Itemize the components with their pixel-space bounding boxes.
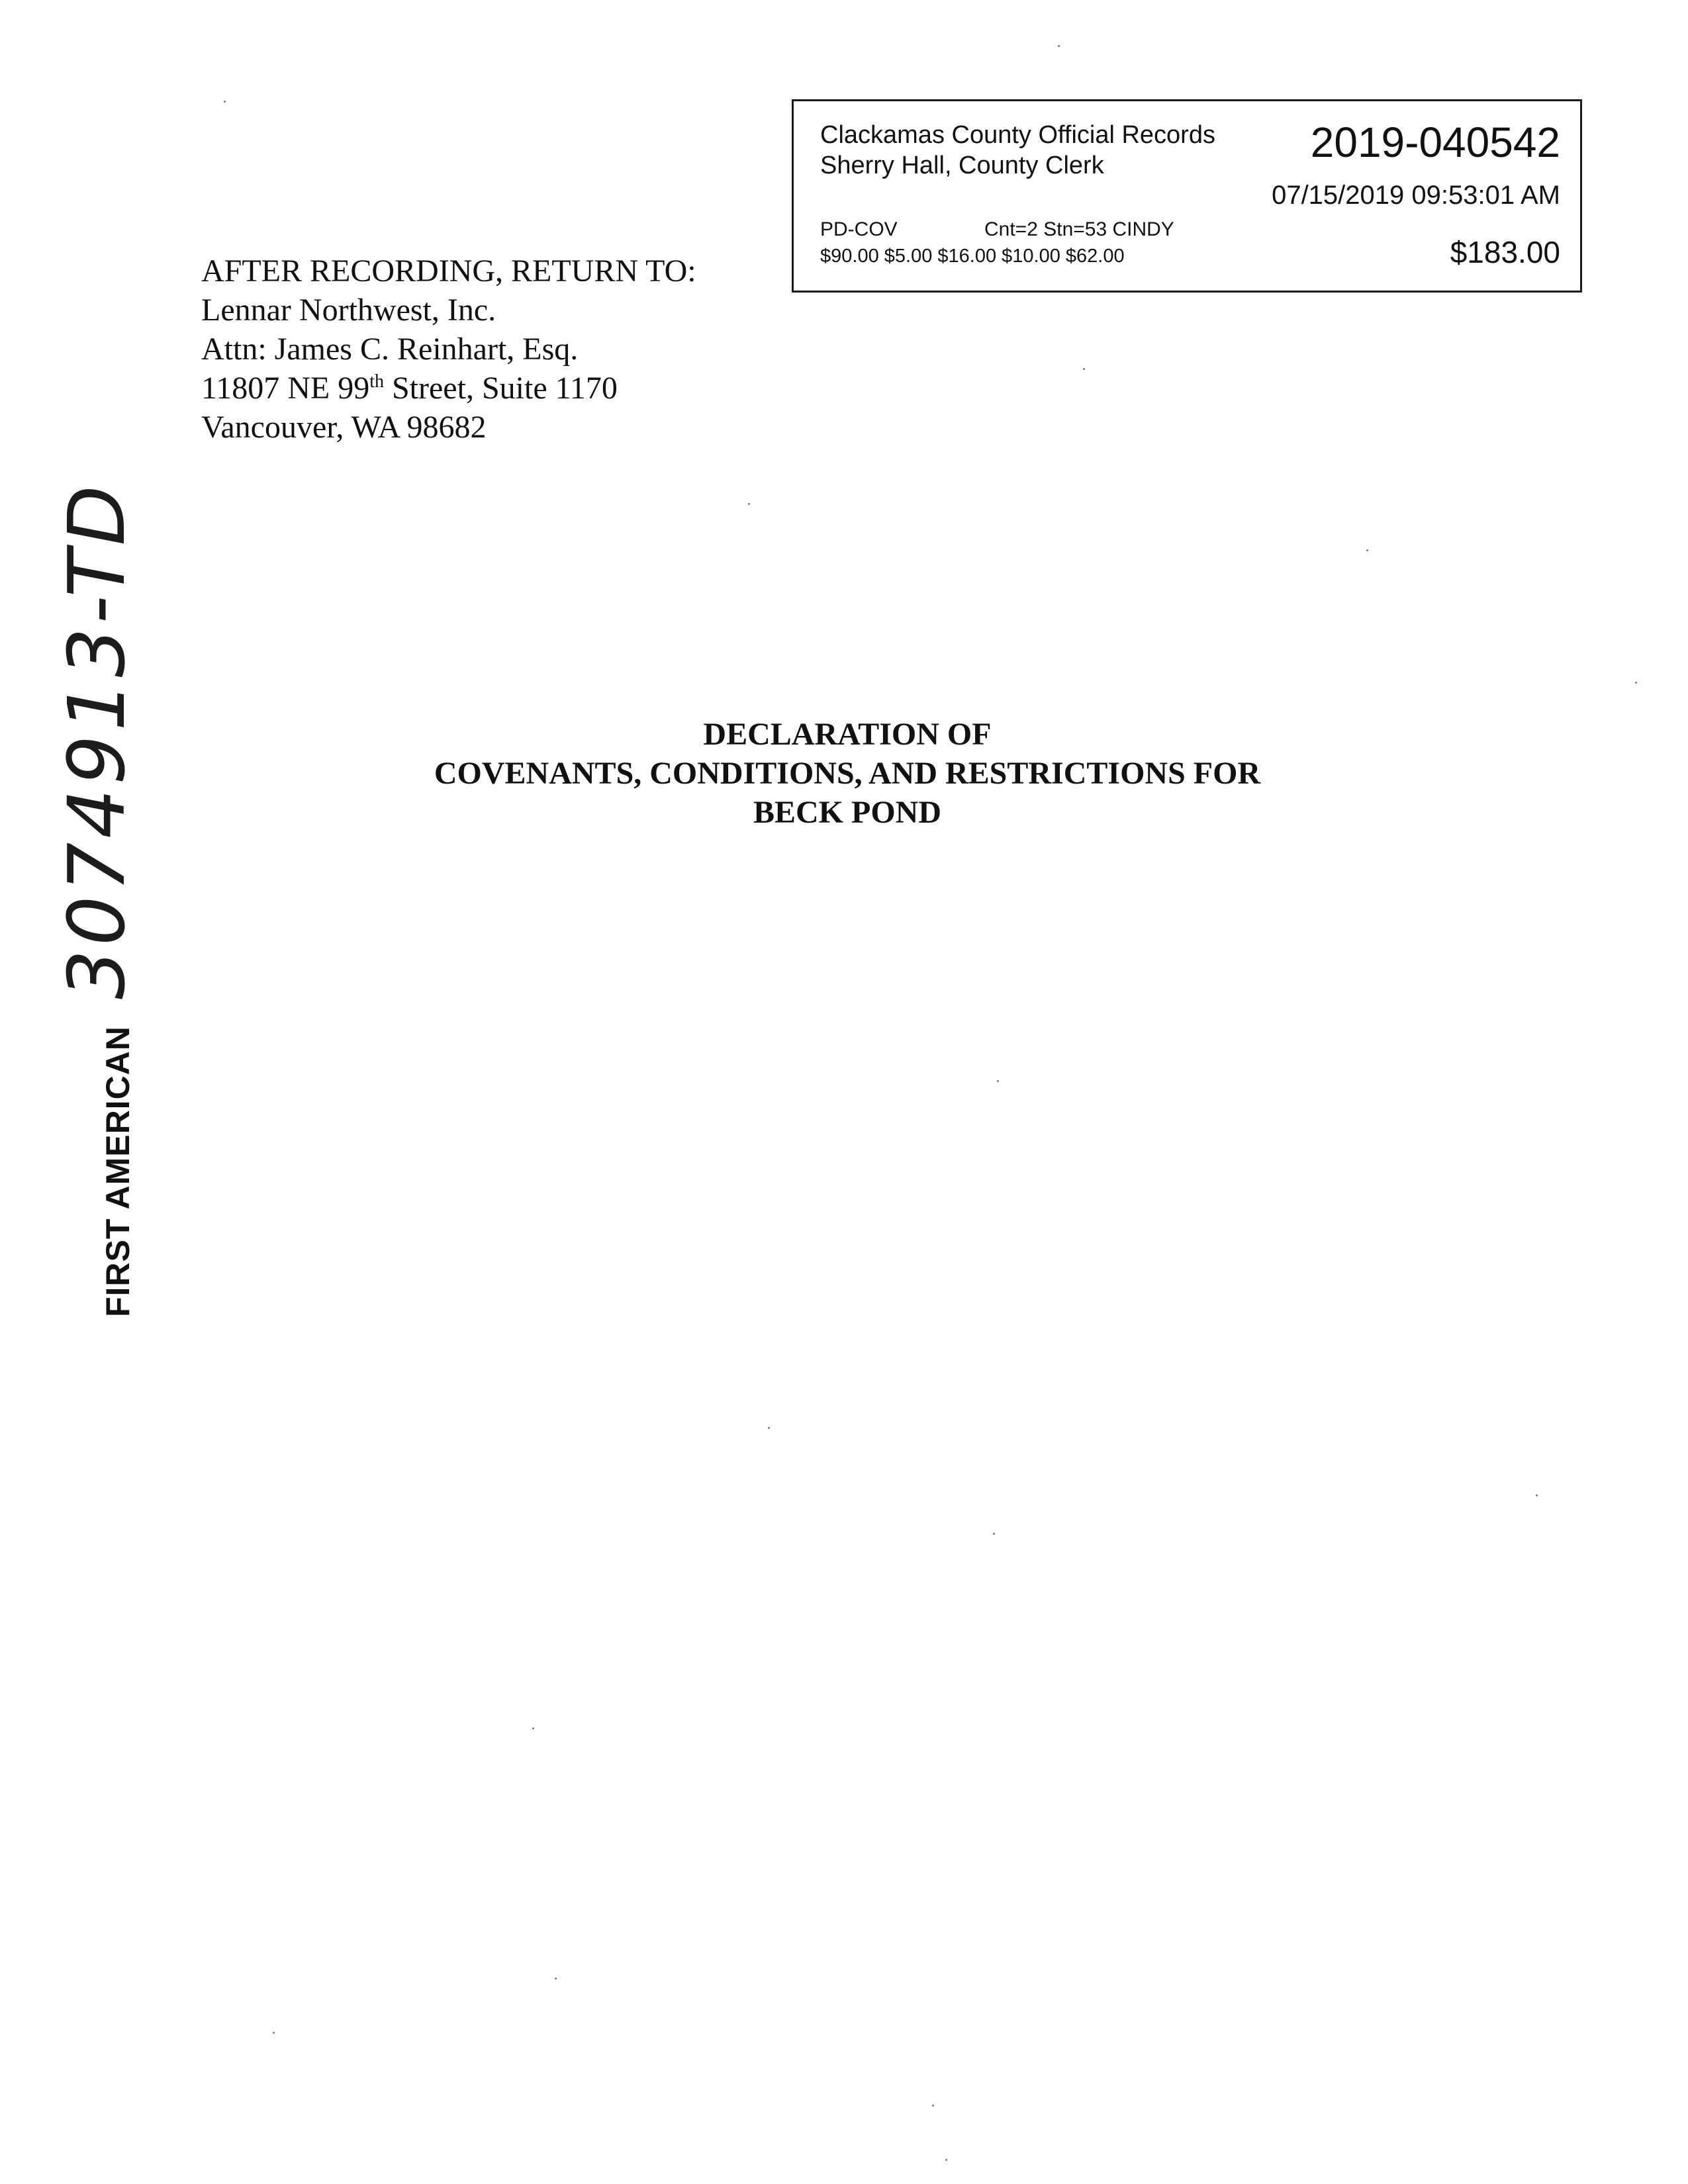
recording-fees: $90.00 $5.00 $16.00 $10.00 $62.00 [820, 246, 1125, 267]
scan-speck [768, 1427, 770, 1429]
scan-speck [1536, 1494, 1538, 1496]
recorded-datetime: 07/15/2019 09:53:01 AM [1272, 181, 1560, 210]
scan-speck [1058, 45, 1060, 47]
document-title [331, 715, 1364, 832]
title-line-3: BECK POND [753, 795, 941, 830]
street-number: 11807 NE 99 [201, 371, 370, 406]
return-attention: Attn: James C. Reinhart, Esq. [201, 332, 579, 367]
scan-speck [1083, 368, 1085, 370]
scan-speck [224, 101, 226, 103]
scan-speck [1366, 549, 1368, 551]
return-company: Lennar Northwest, Inc. [201, 293, 496, 328]
scan-speck [1635, 682, 1637, 684]
scan-speck [555, 1978, 557, 1979]
recording-counts: Cnt=2 Stn=53 CINDY [984, 218, 1174, 240]
handwritten-order-number: 3074913-TD [51, 481, 142, 999]
street-ordinal: th [369, 371, 384, 392]
document-number: 2019-040542 [1310, 118, 1560, 166]
street-rest: Street, Suite 1170 [383, 371, 618, 406]
county-clerk-name: Sherry Hall, County Clerk [820, 152, 1104, 179]
return-street [201, 369, 797, 408]
recording-office [820, 120, 1215, 181]
return-city-state-zip: Vancouver, WA 98682 [201, 410, 487, 445]
title-line-1: DECLARATION OF [703, 717, 992, 752]
title-line-2: COVENANTS, CONDITIONS, AND RESTRICTIONS FOR [434, 756, 1261, 791]
recording-total: $183.00 [1450, 235, 1560, 269]
recording-office-name: Clackamas County Official Records [820, 121, 1215, 149]
scan-speck [748, 503, 750, 505]
title-company-stamp: FIRST AMERICAN [99, 1026, 136, 1317]
document-code: PD-COV [820, 218, 898, 240]
scan-speck [997, 1080, 999, 1082]
return-address-block [201, 251, 797, 447]
scan-speck [993, 1533, 995, 1535]
scan-speck [273, 2032, 275, 2034]
recording-stamp-box [792, 99, 1582, 293]
return-heading: AFTER RECORDING, RETURN TO: [201, 253, 696, 289]
scan-speck [932, 2105, 934, 2107]
scan-speck [945, 2159, 947, 2161]
scan-speck [532, 1727, 534, 1729]
